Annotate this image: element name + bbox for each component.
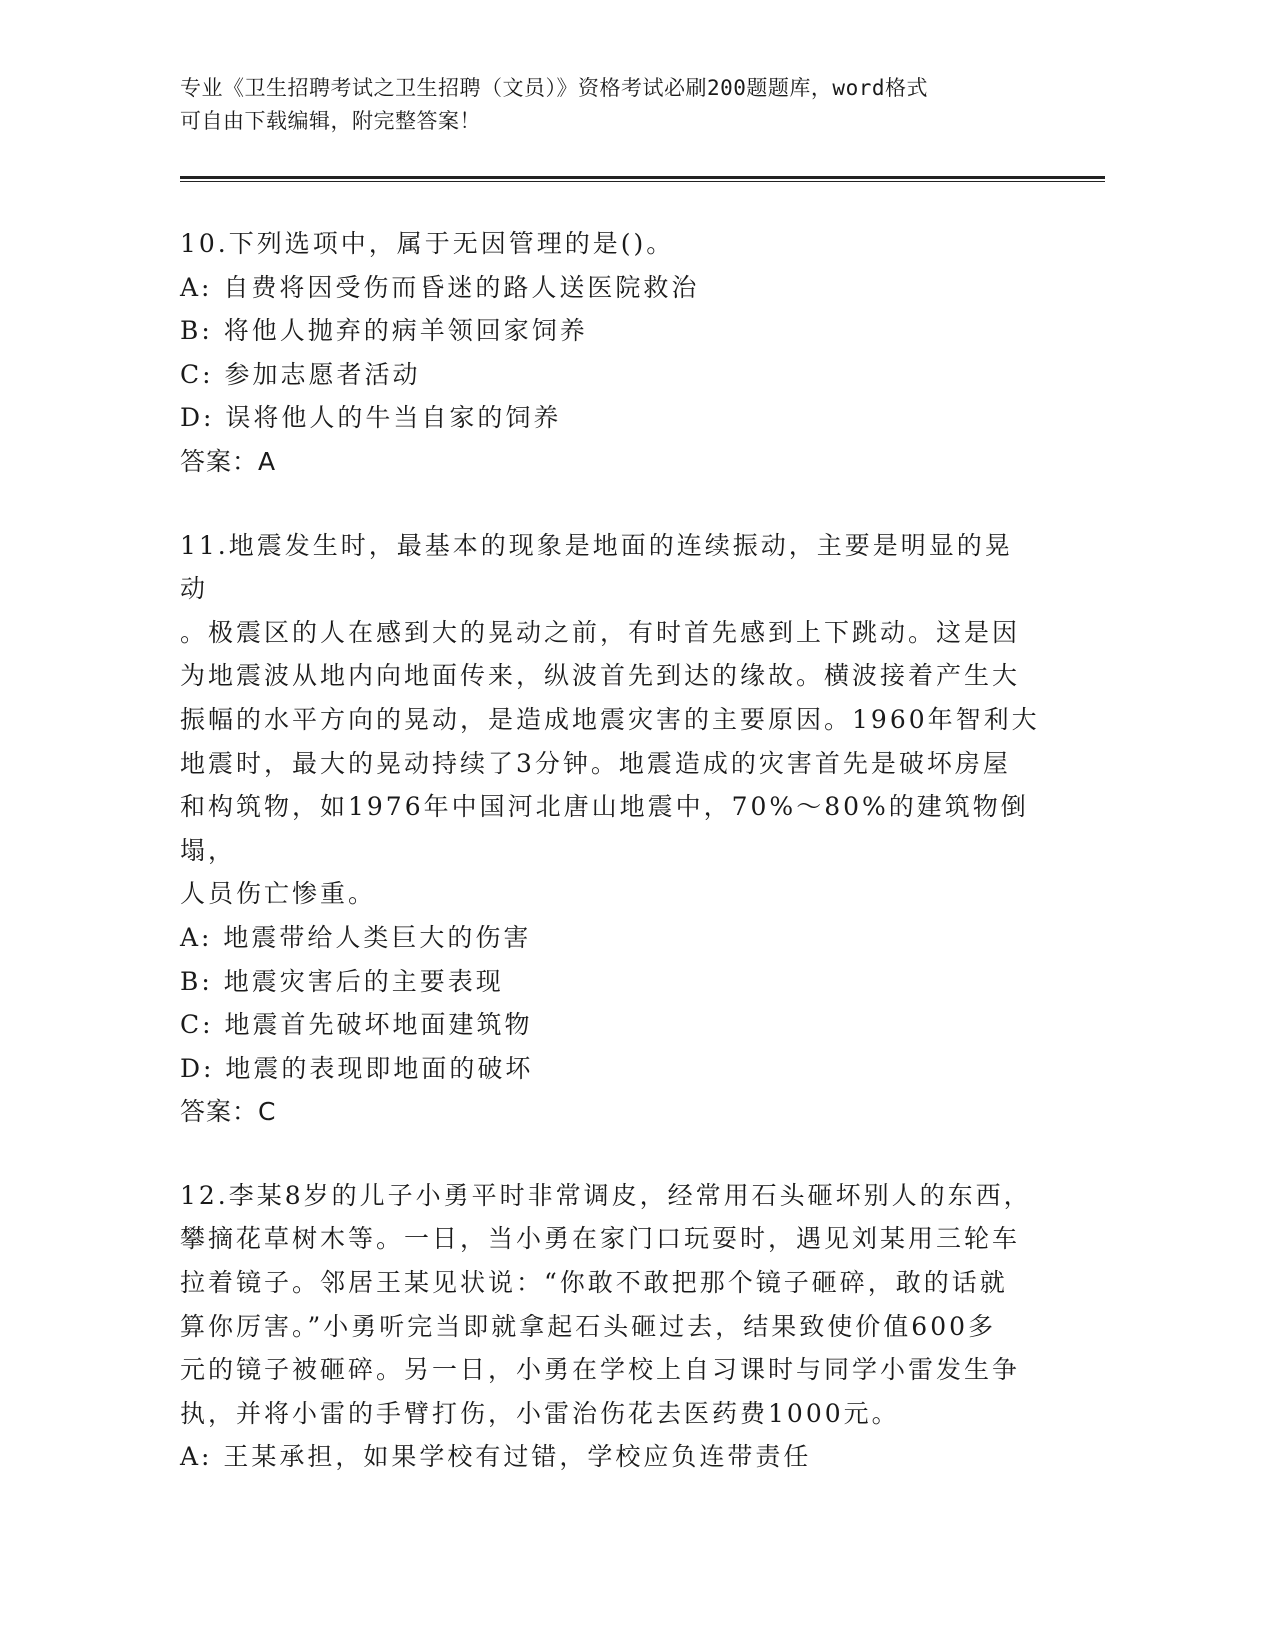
question-12 (180, 1174, 1040, 1479)
answer-label: 答案：C (180, 1097, 277, 1127)
option-d: D: 误将他人的牛当自家的饲养 (180, 403, 562, 433)
stem-line: 10.下列选项中，属于无因管理的是()。 (180, 229, 675, 258)
header-title-line-1: 专业《卫生招聘考试之卫生招聘（文员）》资格考试必刷200题题库，word格式 (180, 76, 928, 100)
stem-line: 执，并将小雷的手臂打伤，小雷治伤花去医药费1000元。 (180, 1398, 900, 1428)
answer-label: 答案：A (180, 446, 277, 476)
stem-line: 振幅的水平方向的晃动，是造成地震灾害的主要原因。1960年智利大 (180, 704, 1040, 734)
stem-line: 地震时，最大的晃动持续了3分钟。地震造成的灾害首先是破坏房屋 (180, 748, 1011, 778)
question-10 (180, 222, 1040, 484)
option-d: D: 地震的表现即地面的破坏 (180, 1053, 534, 1083)
question-list (180, 222, 1040, 1519)
option-a: A: 自费将因受伤而昏迷的路人送医院救治 (180, 272, 700, 302)
option-b: B: 地震灾害后的主要表现 (180, 966, 504, 996)
option-c: C: 地震首先破坏地面建筑物 (180, 1010, 533, 1040)
stem-line: 12.李某8岁的儿子小勇平时非常调皮，经常用石头砸坏别人的东西， (180, 1180, 1032, 1210)
stem-line: 为地震波从地内向地面传来，纵波首先到达的缘故。横波接着产生大 (180, 661, 1021, 691)
question-stem (180, 524, 1040, 916)
question-stem (180, 222, 1040, 266)
stem-line: 11.地震发生时，最基本的现象是地面的连续振动，主要是明显的晃动 (180, 530, 1013, 604)
header-title-line-2: 可自由下载编辑，附完整答案！ (180, 109, 481, 133)
option-a: A: 地震带给人类巨大的伤害 (180, 922, 532, 952)
stem-line: 算你厉害。”小勇听完当即就拿起石头砸过去，结果致使价值600多 (180, 1311, 997, 1341)
document-header (180, 72, 1040, 138)
stem-line: 元的镜子被砸碎。另一日，小勇在学校上自习课时与同学小雷发生争 (180, 1355, 1021, 1385)
option-a: A: 王某承担，如果学校有过错，学校应负连带责任 (180, 1442, 812, 1472)
stem-line: 和构筑物，如1976年中国河北唐山地震中，70%～80%的建筑物倒塌， (180, 792, 1029, 865)
stem-line: 拉着镜子。邻居王某见状说：“你敢不敢把那个镜子砸碎，敢的话就 (180, 1268, 1008, 1298)
stem-line: 。极震区的人在感到大的晃动之前，有时首先感到上下跳动。这是因 (180, 617, 1021, 647)
option-c: C: 参加志愿者活动 (180, 359, 421, 389)
header-divider-thin (180, 181, 1105, 182)
stem-line: 人员伤亡惨重。 (180, 879, 377, 909)
header-divider-thick (180, 176, 1105, 179)
option-b: B: 将他人抛弃的病羊领回家饲养 (180, 316, 588, 346)
question-stem (180, 1174, 1040, 1436)
stem-line: 攀摘花草树木等。一日，当小勇在家门口玩耍时，遇见刘某用三轮车 (180, 1224, 1021, 1254)
question-11 (180, 524, 1040, 1134)
